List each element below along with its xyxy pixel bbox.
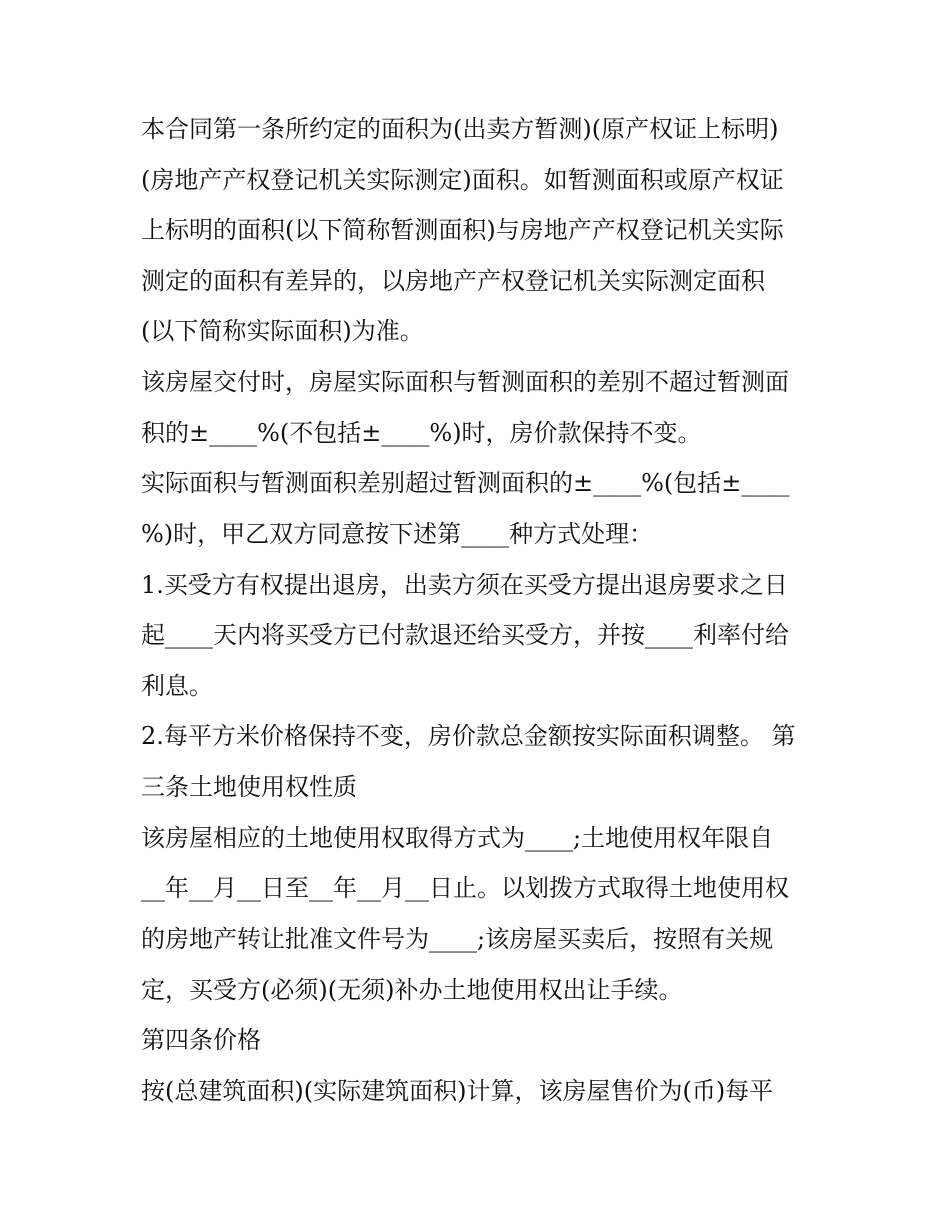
- paragraph-line: 本合同第一条所约定的面积为(出卖方暂测)(原产权证上标明): [141, 115, 779, 143]
- paragraph-line: 积的±____%(不包括±____%)时，房价款保持不变。: [141, 419, 702, 447]
- paragraph-line: 2.每平方米价格保持不变，房价款总金额按实际面积调整。 第: [141, 722, 796, 750]
- paragraph-line: (房地产产权登记机关实际测定)面积。如暂测面积或原产权证: [141, 166, 784, 194]
- paragraph-line: __年__月__日至__年__月__日止。以划拨方式取得土地使用权: [141, 874, 789, 902]
- paragraph-line: %)时，甲乙双方同意按下述第____种方式处理：: [141, 520, 654, 548]
- paragraph-line: 利息。: [141, 672, 213, 700]
- section-heading: 第四条价格: [141, 1026, 261, 1054]
- paragraph-line: 定，买受方(必须)(无须)补办土地使用权出让手续。: [141, 976, 683, 1004]
- paragraph-line: 1.买受方有权提出退房，出卖方须在买受方提出退房要求之日: [141, 571, 788, 599]
- paragraph-line: 测定的面积有差异的，以房地产产权登记机关实际测定面积: [141, 267, 765, 295]
- section-heading-line: 三条土地使用权性质: [141, 773, 357, 801]
- paragraph-line: 实际面积与暂测面积差别超过暂测面积的±____%(包括±____: [141, 469, 790, 497]
- paragraph-line: 的房地产转让批准文件号为____;该房屋买卖后，按照有关规: [141, 925, 774, 953]
- paragraph-line: 按(总建筑面积)(实际建筑面积)计算，该房屋售价为(币)每平: [141, 1077, 774, 1105]
- paragraph-line: (以下简称实际面积)为准。: [141, 317, 424, 345]
- paragraph-line: 上标明的面积(以下简称暂测面积)与房地产产权登记机关实际: [141, 216, 784, 244]
- paragraph-line: 起____天内将买受方已付款退还给买受方，并按____利率付给: [141, 621, 789, 649]
- paragraph-line: 该房屋交付时，房屋实际面积与暂测面积的差别不超过暂测面: [141, 368, 789, 396]
- paragraph-line: 该房屋相应的土地使用权取得方式为____;土地使用权年限自: [141, 824, 774, 852]
